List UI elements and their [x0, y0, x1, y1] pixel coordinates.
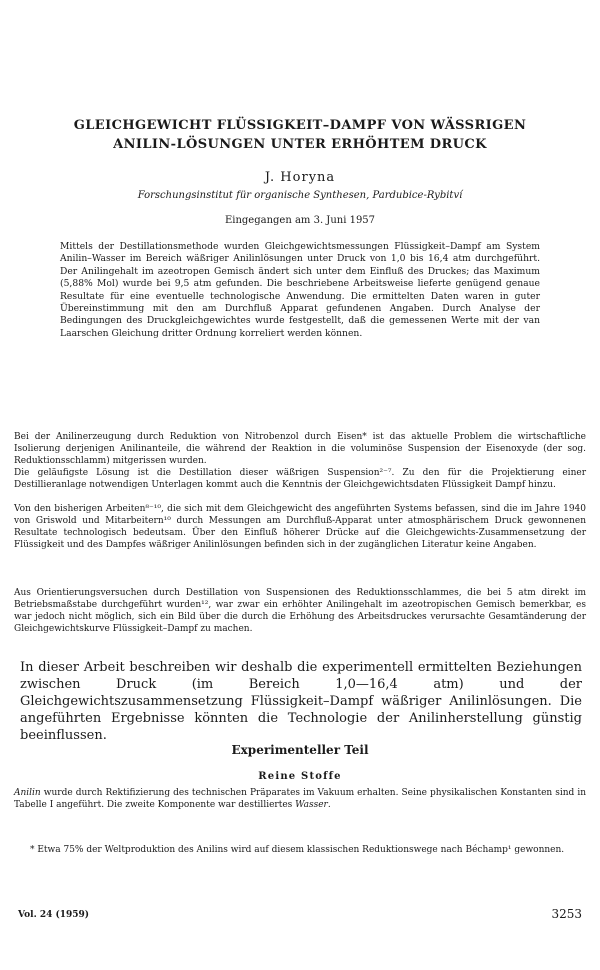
subsection-heading: Reine Stoffe	[258, 771, 342, 782]
page-number: 3253	[551, 907, 582, 921]
term-wasser: Wasser	[295, 800, 328, 810]
journal-volume: Vol. 24 (1959)	[18, 910, 90, 920]
body-paragraph-3: Von den bisherigen Arbeiten⁸⁻¹⁰, die sich mit dem Gleichgewicht des angeführten Systems befassen, sind die im Jahre 1940 von Griswold und Mitarbeitern¹⁰ durch Messungen am Durchfluß-Apparat unter atmosphärischem Druck gewonnenen Resultate technologisch bedeutsam. Über den Einfluß höherer Drücke auf die Gleichgewichts-Zusammensetzung der Flüssigkeit und des Dampfes wäßriger Anilinlösungen befinden sich in der zugänglichen Literatur keine Angaben.	[14, 504, 586, 550]
body-paragraph-4: Aus Orientierungsversuchen durch Destillation von Suspensionen des Reduktionsschlammes, die bei 5 atm direkt im Betriebsmaßstabe durchgeführt wurden¹², war zwar ein erhöhter Anilingehalt im azeotropischen Gemisch bemerkbar, es war jedoch nicht möglich, sich ein Bild über die durch die Erhöhung des Arbeitsdruckes verursachte Gesamtänderung der Gleichgewichtskurve Flüssigkeit–Dampf zu machen.	[14, 588, 586, 634]
section-heading: Experimenteller Teil	[231, 743, 369, 757]
term-anilin: Anilin	[14, 788, 41, 798]
author-affiliation: Forschungsinstitut für organische Synthesen, Pardubice-Rybitví	[137, 190, 463, 201]
body-paragraph-5-end: .	[327, 800, 331, 810]
abstract: Mittels der Destillationsmethode wurden Gleichgewichtsmessungen Flüssigkeit–Dampf am System Anilin–Wasser im Bereich wäßriger Anilinlösungen unter Druck von 1,0 bis 16,4 atm durchgeführt. Der Anilingehalt im azeotropen Gemisch ändert sich unter dem Einfluß des Druckes; das Maximum (5,88% Mol) wurde bei 9,5 atm gefunden. Die beschriebene Arbeitsweise lieferte genügend genaue Resultate für eine eventuelle technologische Anwendung. Die ermittelten Daten waren in guter Übereinstimmung mit den am Durchfluß Apparat gefundenen Angaben. Durch Analyse der Bedingungen des Druckgleichgewichtes wurde festgestellt, daß die gemessenen Werte mit der van Laarschen Gleichung dritter Ordnung korreliert werden können.	[60, 241, 540, 339]
received-date: Eingegangen am 3. Juni 1957	[224, 215, 376, 226]
title-line-1: GLEICHGEWICHT FLÜSSIGKEIT–DAMPF VON WÄSSRIGEN	[73, 118, 527, 133]
body-paragraph-5-text: wurde durch Rektifizierung des technischen Präparates im Vakuum erhalten. Seine physikalischen Konstanten sind in Tabelle I angeführt. Die zweite Komponente war destilliertes	[14, 788, 586, 810]
body-paragraph-5	[14, 787, 586, 811]
author-name: J. Horyna	[264, 170, 336, 185]
footnote: * Etwa 75% der Weltproduktion des Anilins wird auf diesem klassischen Reduktionswege nach Béchamp¹ gewonnen.	[30, 845, 565, 855]
body-paragraph-emphasis: In dieser Arbeit beschreiben wir deshalb die experimentell ermittelten Beziehungen zwischen Druck (im Bereich 1,0—16,4 atm) und der Gleichgewichtszusammensetzung Flüssigkeit–Dampf wäßriger Anilinlösungen. Die angeführten Ergebnisse könnten die Technologie der Anilinherstellung günstig beeinflussen.	[20, 660, 582, 743]
article-title	[40, 116, 560, 154]
body-paragraph-1: Bei der Anilinerzeugung durch Reduktion von Nitrobenzol durch Eisen* ist das aktuelle Problem die wirtschaftliche Isolierung derjenigen Anilinanteile, die während der Reaktion in die voluminöse Suspension der Eisenoxyde (der sog. Reduktionsschlamm) mitgerissen wurden.	[14, 432, 586, 466]
body-paragraph-2: Die geläufigste Lösung ist die Destillation dieser wäßrigen Suspension²⁻⁷. Zu den für die Projektierung einer Destillieranlage notwendigen Unterlagen kommt auch die Kenntnis der Gleichgewichtsdaten Flüssigkeit Dampf hinzu.	[14, 468, 586, 490]
title-line-2: ANILIN-LÖSUNGEN UNTER ERHÖHTEM DRUCK	[113, 137, 487, 152]
